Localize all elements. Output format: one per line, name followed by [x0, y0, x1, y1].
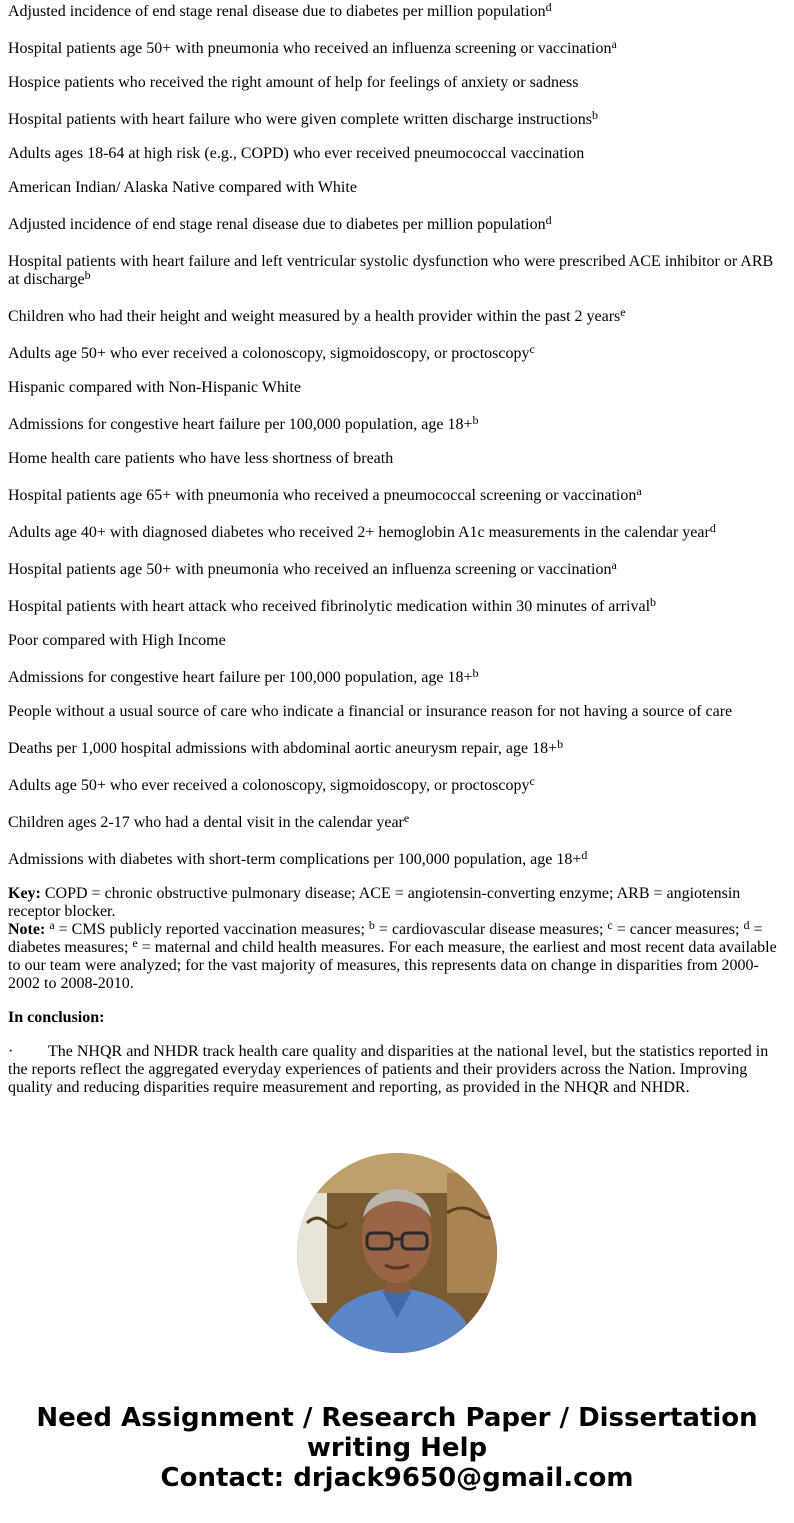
promo-contact: Contact: drjack9650@gmail.com [160, 1463, 634, 1493]
measure-text: Adults age 50+ who ever received a colonoscopy, sigmoidoscopy, or proctoscopy [8, 777, 530, 794]
measure-row [8, 811, 786, 832]
measure-row [8, 484, 786, 505]
measure-footnote-marker: b [591, 108, 598, 122]
measure-row [8, 379, 786, 397]
measure-footnote-marker: b [650, 595, 657, 609]
measure-list [8, 0, 786, 869]
measure-row [8, 179, 786, 197]
measure-row [8, 521, 786, 542]
measure-footnote-marker: e [403, 811, 410, 825]
measure-text: Hospital patients with heart failure and left ventricular systolic dysfunction who were prescribed ACE inhibitor or ARB at discharge [8, 253, 774, 288]
measure-row [8, 450, 786, 468]
measure-row [8, 774, 786, 795]
measure-row [8, 558, 786, 579]
measure-text: Adjusted incidence of end stage renal disease due to diabetes per million population [8, 216, 546, 233]
measure-row [8, 595, 786, 616]
measure-row [8, 848, 786, 869]
measure-text: Poor compared with High Income [8, 632, 226, 649]
measure-text: Adults age 40+ with diagnosed diabetes who received 2+ hemoglobin A1c measurements in the calendar year [8, 524, 710, 541]
measure-row [8, 213, 786, 234]
note-label: Note: [8, 921, 46, 938]
measure-row [8, 0, 786, 21]
note-sup-b: b [368, 918, 375, 932]
measure-text: Hospital patients age 50+ with pneumonia who received an influenza screening or vaccination [8, 40, 612, 57]
conclusion-heading: In conclusion: [8, 1009, 105, 1026]
measure-text: Hospital patients age 65+ with pneumonia who received a pneumococcal screening or vaccination [8, 487, 637, 504]
measure-text: Deaths per 1,000 hospital admissions with abdominal aortic aneurysm repair, age 18+ [8, 740, 558, 757]
measure-text: Adjusted incidence of end stage renal disease due to diabetes per million population [8, 3, 546, 20]
measure-row [8, 666, 786, 687]
measure-row [8, 632, 786, 650]
conclusion-text: The NHQR and NHDR track health care quality and disparities at the national level, but the statistics reported in the reports reflect the aggregated everyday experiences of patients and their providers across the Nation. Improving quality and reducing disparities require measurement and reporting, as provided in the NHQR and NHDR. [8, 1043, 769, 1096]
note-text-a: = CMS publicly reported vaccination measures; [54, 921, 369, 938]
measure-footnote-marker: d [545, 213, 552, 227]
measure-text: Adults ages 18-64 at high risk (e.g., COPD) who ever received pneumococcal vaccination [8, 145, 585, 162]
measure-text: People without a usual source of care who indicate a financial or insurance reason for not having a source of care [8, 703, 733, 720]
conclusion-paragraph [8, 1043, 786, 1097]
measure-footnote-marker: b [557, 737, 564, 751]
measure-text: Admissions for congestive heart failure per 100,000 population, age 18+ [8, 416, 473, 433]
measure-text: Hospital patients with heart failure who were given complete written discharge instructions [8, 111, 592, 128]
measure-footnote-marker: e [620, 305, 626, 319]
measure-footnote-marker: c [529, 774, 535, 788]
measure-row [8, 145, 786, 163]
measure-text: Children ages 2-17 who had a dental visit in the calendar year [8, 814, 404, 831]
measure-row [8, 703, 786, 721]
note-paragraph [8, 918, 786, 993]
measure-row [8, 37, 786, 58]
document-body [8, 0, 786, 1122]
measure-text: Hospice patients who received the right amount of help for feelings of anxiety or sadness [8, 74, 579, 91]
measure-footnote-marker: b [472, 666, 479, 680]
promo-headline: Need Assignment / Research Paper / Dissertation writing Help [36, 1403, 758, 1463]
measure-row [8, 413, 786, 434]
author-avatar [297, 1153, 497, 1353]
measure-text: Hospital patients age 50+ with pneumonia who received an influenza screening or vaccination [8, 561, 612, 578]
measure-footnote-marker: a [611, 558, 617, 572]
measure-footnote-marker: d [581, 848, 588, 862]
key-and-note [8, 885, 786, 993]
key-paragraph [8, 885, 786, 921]
bullet-dot: · [8, 1043, 14, 1060]
note-sup-c: c [607, 918, 613, 932]
note-sup-d: d [743, 918, 750, 932]
measure-footnote-marker: d [545, 0, 552, 14]
note-sup-e: e [132, 936, 138, 950]
measure-row [8, 342, 786, 363]
measure-row [8, 250, 786, 289]
measure-text: Adults age 50+ who ever received a colonoscopy, sigmoidoscopy, or proctoscopy [8, 345, 530, 362]
measure-text: Hispanic compared with Non-Hispanic White [8, 379, 301, 396]
author-photo [297, 1153, 497, 1353]
measure-text: Children who had their height and weight measured by a health provider within the past 2 years [8, 308, 621, 325]
measure-row [8, 108, 786, 129]
promo-banner [0, 1403, 794, 1493]
measure-row [8, 737, 786, 758]
note-text-e: = maternal and child health measures. For each measure, the earliest and most recent data available to our team were analyzed; for the vast majority of measures, this represents data on change in disparities from 2000-2002 to 2008-2010. [8, 939, 777, 992]
note-text-c: = cancer measures; [612, 921, 744, 938]
key-label: Key: [8, 885, 41, 902]
key-text: COPD = chronic obstructive pulmonary disease; ACE = angiotensin-converting enzyme; ARB = angiotensin receptor blocker. [8, 885, 741, 920]
measure-row [8, 305, 786, 326]
measure-footnote-marker: c [529, 342, 535, 356]
measure-text: Home health care patients who have less shortness of breath [8, 450, 394, 467]
measure-footnote-marker: b [472, 413, 479, 427]
note-sup-a: a [49, 918, 55, 932]
measure-text: Admissions for congestive heart failure per 100,000 population, age 18+ [8, 669, 473, 686]
measure-footnote-marker: a [636, 484, 642, 498]
measure-text: American Indian/ Alaska Native compared with White [8, 179, 357, 196]
measure-footnote-marker: d [709, 521, 716, 535]
measure-footnote-marker: a [611, 37, 617, 51]
measure-row [8, 74, 786, 92]
measure-footnote-marker: b [84, 268, 91, 282]
measure-text: Hospital patients with heart attack who received fibrinolytic medication within 30 minutes of arrival [8, 598, 651, 615]
note-text-b: = cardiovascular disease measures; [374, 921, 608, 938]
note-text-d: = diabetes measures; [8, 921, 763, 956]
measure-text: Admissions with diabetes with short-term complications per 100,000 population, age 18+ [8, 851, 582, 868]
